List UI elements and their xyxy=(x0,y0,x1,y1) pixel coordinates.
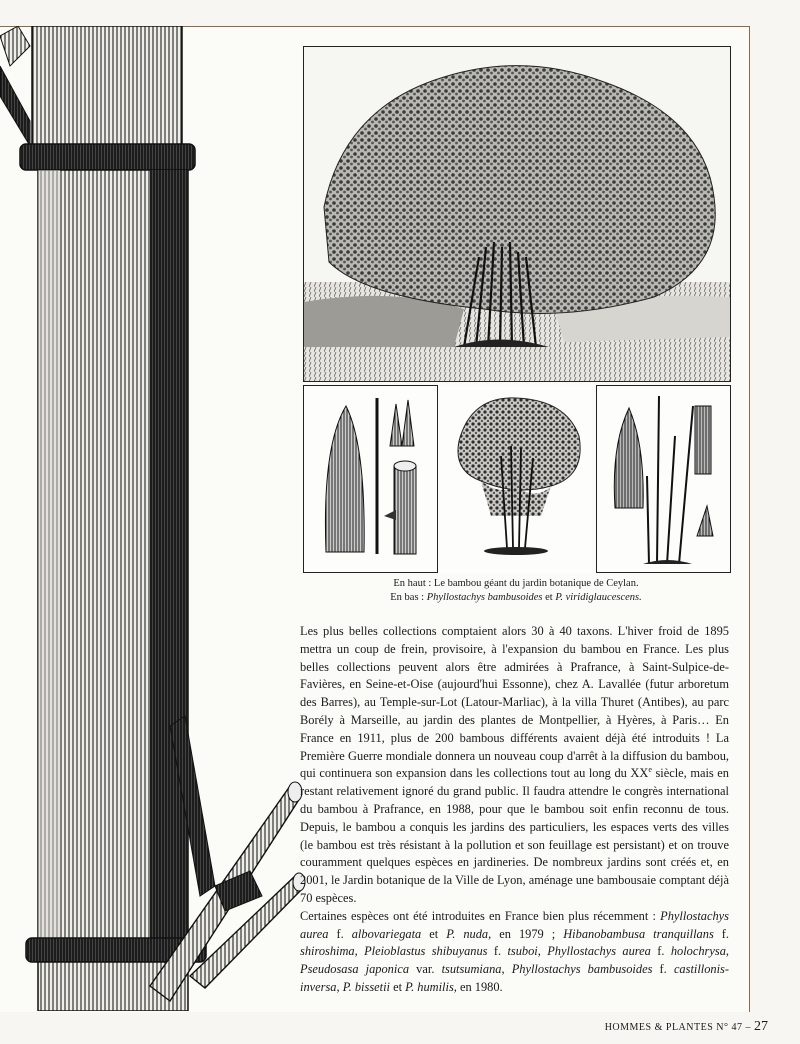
species-sep: , xyxy=(501,962,512,977)
species-name: Pleioblastus shibuyanus xyxy=(364,944,488,959)
paragraph-history-rest: siècle, mais en restant relativement ignoré du grand public. Il faudra attendre le congrès international du bambou à Prafrance, en 1988, pour que le bambou soit enfin reconnu de tous. Depuis, le bambou a conquis les jardins des particuliers, les espaces verts des villes (le bambou est très résistant à la pollution et son feuillage est persistant) et on trouve couramment quelques espèces en jardineries. De nombreux jardins sont créés et, en 2001, le Jardin botanique de la Ville de Lyon, aménage une bambousaie comptant déjà 70 espèces. xyxy=(300,766,729,905)
paragraph-recent-species xyxy=(300,908,729,997)
species-name: shiroshima xyxy=(300,944,355,959)
species-sep: f. xyxy=(650,944,671,959)
magazine-name: HOMMES & PLANTES N° 47 – xyxy=(604,1022,754,1033)
century-superscript: e xyxy=(648,765,652,775)
caption-species-2: P. viridiglaucescens. xyxy=(555,592,642,603)
species-sep: var. xyxy=(409,962,442,977)
bambusoides-drawing xyxy=(304,386,437,572)
caption-line-bottom xyxy=(303,591,729,605)
species-name: Phyllostachys bambusoides xyxy=(511,962,653,977)
species-name: Hibanobambusa tranquillans xyxy=(563,926,714,941)
species-sep: , xyxy=(725,944,729,959)
species-name: tsutsumiana xyxy=(441,962,502,977)
species-sep: f. xyxy=(652,962,674,977)
species-sep: , xyxy=(336,979,343,994)
page-footer xyxy=(605,1019,768,1035)
species-intro: Certaines espèces ont été introduites en France bien plus récemment : xyxy=(300,908,661,923)
bamboo-clump-illustration xyxy=(440,385,592,573)
species-sep: f. xyxy=(328,926,352,941)
phyllostachys-bambusoides-illustration xyxy=(303,385,438,573)
caption-and: et xyxy=(542,592,556,603)
species-name: Pseudosasa japonica xyxy=(300,962,410,977)
species-sep: en 1979 ; xyxy=(491,926,564,941)
species-sep: , xyxy=(354,944,365,959)
paragraph-history-text: Les plus belles collections comptaient alors 30 à 40 taxons. L'hiver froid de 1895 mettra un coup de frein, provisoire, à l'expansion du bambou en France. Les plus belles collections peuvent alors être admirées à Prafrance, à Saint-Sulpice-de-Favières, en Seine-et-Oise (aujourd'hui Essonne), chez A. Lavallée (futur arboretum des Barres), au Temple-sur-Lot (Latour-Marliac), à la villa Thuret (Antibes), au parc Borély à Marseille, au jardin des plantes de Montpellier, à Hyères, à Paris… En France en 1911, plus de 200 bambous différents avaient déjà été introduits ! La Première Guerre mondiale donnera un nouveau coup d'arrêt à la diffusion du bambou, qui continuera son expansion dans les collections tout au long du XX xyxy=(300,624,729,781)
giant-bamboo-drawing xyxy=(304,47,730,381)
species-sep: et xyxy=(389,979,406,994)
species-name: Phyllostachys aurea xyxy=(300,908,729,941)
species-name: holochrysa xyxy=(670,944,726,959)
caption-line-top: En haut : Le bambou géant du jardin botanique de Ceylan. xyxy=(393,578,639,589)
caption-species-1: Phyllostachys bambusoides xyxy=(426,592,543,603)
giant-bamboo-illustration xyxy=(303,46,731,382)
species-name: P. nuda, xyxy=(446,926,492,941)
caption-prefix: En bas : xyxy=(390,592,427,603)
species-name: P. humilis, xyxy=(405,979,457,994)
bamboo-stalk-illustration xyxy=(0,26,310,1011)
species-sep: f. xyxy=(713,926,730,941)
clump-drawing xyxy=(441,386,591,572)
figure-caption xyxy=(303,577,729,605)
species-sep: , xyxy=(537,944,548,959)
viridiglaucescens-drawing xyxy=(597,386,730,572)
article-body xyxy=(300,623,729,997)
species-name: castillonis-inversa xyxy=(300,962,730,994)
species-name: Phyllostachys aurea xyxy=(547,944,651,959)
phyllostachys-viridiglaucescens-illustration xyxy=(596,385,731,573)
species-name: albovariegata xyxy=(351,926,422,941)
page-number: 27 xyxy=(754,1019,768,1034)
paragraph-history xyxy=(300,623,729,908)
species-sep: en 1980. xyxy=(456,979,503,994)
species-name: tsuboi xyxy=(507,944,538,959)
species-sep: et xyxy=(421,926,447,941)
species-name: P. bissetii xyxy=(342,979,390,994)
species-sep: f. xyxy=(487,944,508,959)
